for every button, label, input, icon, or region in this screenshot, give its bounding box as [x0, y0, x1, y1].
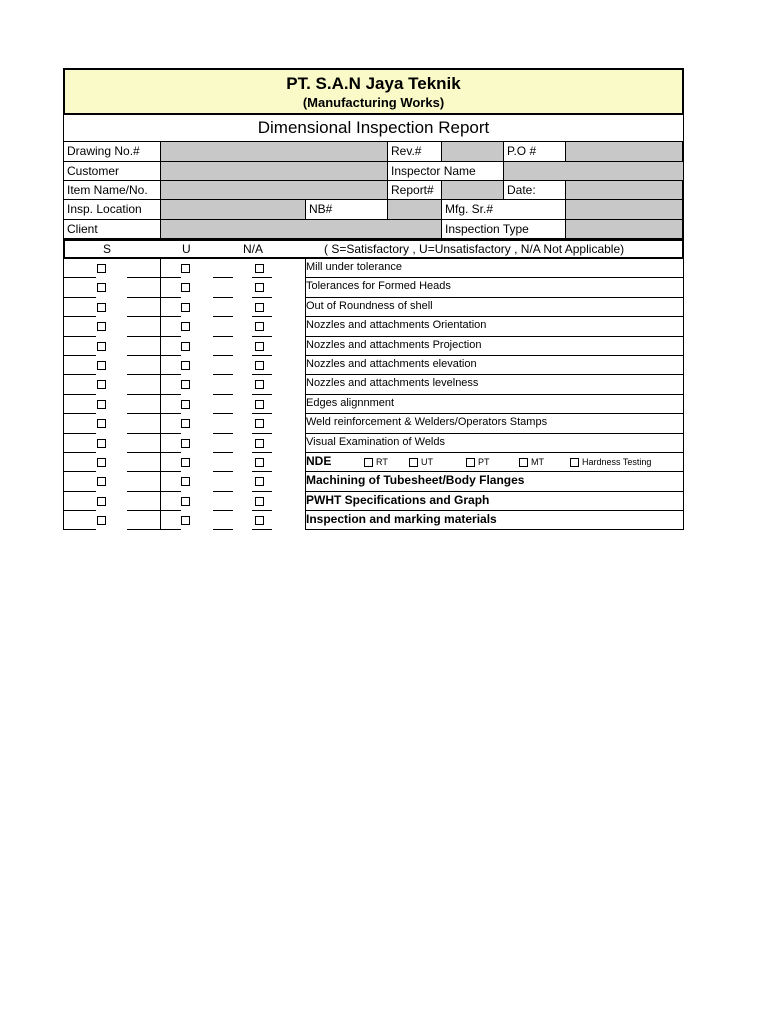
nb-field[interactable] [388, 200, 442, 220]
customer-label: Customer [64, 162, 161, 181]
inspector-name-field[interactable] [504, 162, 683, 181]
report-title: Dimensional Inspection Report [63, 115, 684, 142]
checklist-label: Edges alignnment [306, 396, 395, 409]
checklist-label: Tolerances for Formed Heads [306, 280, 451, 293]
row-divider [63, 492, 64, 511]
row-divider [683, 317, 684, 336]
row-divider [683, 434, 684, 453]
checklist-row [63, 298, 684, 317]
checkbox-na[interactable] [255, 516, 264, 525]
checklist-label: Nozzles and attachments Orientation [306, 319, 487, 332]
checklist-row [63, 337, 684, 356]
inspection-type-field[interactable] [566, 220, 683, 239]
row-divider [160, 337, 161, 356]
inspection-form [63, 68, 684, 530]
company-name: PT. S.A.N Jaya Teknik [286, 74, 461, 93]
row-divider [63, 453, 64, 472]
row-divider [683, 492, 684, 511]
item-name-field[interactable] [161, 181, 388, 200]
legend-s: S [103, 242, 112, 256]
checklist-label: Machining of Tubesheet/Body Flanges [306, 473, 525, 488]
checkbox-u[interactable] [181, 419, 190, 428]
po-field[interactable] [566, 142, 683, 162]
checkbox-s[interactable] [97, 264, 106, 273]
checkbox-u[interactable] [181, 516, 190, 525]
checkbox-na[interactable] [255, 439, 264, 448]
checkbox-s[interactable] [97, 419, 106, 428]
checklist-row [63, 492, 684, 511]
row-divider [160, 434, 161, 453]
checkbox-u[interactable] [181, 458, 190, 467]
checkbox-s[interactable] [97, 439, 106, 448]
checklist-label: Inspection and marking materials [306, 512, 497, 527]
checkbox-s[interactable] [97, 283, 106, 292]
row-rule [213, 529, 233, 530]
checkbox-na[interactable] [255, 264, 264, 273]
checkbox-na[interactable] [255, 361, 264, 370]
checkbox-u[interactable] [181, 342, 190, 351]
row-divider [683, 395, 684, 414]
checklist-row [63, 317, 684, 336]
nde-checkbox[interactable] [409, 458, 418, 467]
checklist-label: Weld reinforcement & Welders/Operators Stamps [306, 416, 548, 429]
row-divider [683, 453, 684, 472]
legend-row [63, 239, 684, 259]
checklist-row [63, 434, 684, 453]
checkbox-s[interactable] [97, 303, 106, 312]
checklist-row [63, 375, 684, 394]
checklist-label: Nozzles and attachments Projection [306, 338, 482, 351]
checkbox-na[interactable] [255, 342, 264, 351]
nde-option-label: UT [421, 456, 433, 467]
checkbox-s[interactable] [97, 342, 106, 351]
checkbox-s[interactable] [97, 497, 106, 506]
nde-checkbox[interactable] [364, 458, 373, 467]
row-divider [683, 511, 684, 530]
row-divider [160, 414, 161, 433]
row-divider [63, 278, 64, 297]
row-divider [683, 278, 684, 297]
checklist-row [63, 453, 684, 472]
row-rule [63, 529, 96, 530]
checkbox-u[interactable] [181, 497, 190, 506]
item-name-label: Item Name/No. [64, 181, 161, 200]
date-label: Date: [504, 181, 566, 200]
rev-label: Rev.# [388, 142, 442, 162]
row-divider [683, 259, 684, 278]
mfg-sr-label: Mfg. Sr.# [442, 200, 566, 220]
legend-u: U [182, 242, 191, 256]
checkbox-na[interactable] [255, 419, 264, 428]
nde-option[interactable] [570, 457, 651, 467]
nde-checkbox[interactable] [466, 458, 475, 467]
nde-option-label: RT [376, 456, 388, 467]
checklist-row [63, 511, 684, 530]
checkbox-u[interactable] [181, 303, 190, 312]
customer-field[interactable] [161, 162, 388, 181]
checklist-label: Nozzles and attachments elevation [306, 357, 477, 370]
row-rule [127, 529, 181, 530]
checkbox-s[interactable] [97, 380, 106, 389]
checkbox-u[interactable] [181, 400, 190, 409]
row-divider [63, 298, 64, 317]
po-label: P.O # [504, 142, 566, 162]
row-divider [160, 492, 161, 511]
row-divider [160, 278, 161, 297]
checklist-row [63, 395, 684, 414]
row-divider [160, 395, 161, 414]
checklist-label: NDE [306, 453, 332, 468]
checklist-label: Nozzles and attachments levelness [306, 377, 479, 390]
row-divider [160, 511, 161, 530]
checklist [63, 259, 684, 530]
legend-note: ( S=Satisfactory , U=Unsatisfactory , N/A Not Applicable) [324, 242, 625, 256]
client-field[interactable] [161, 220, 442, 239]
row-divider [63, 375, 64, 394]
checkbox-u[interactable] [181, 477, 190, 486]
row-divider [683, 375, 684, 394]
mfg-sr-field[interactable] [566, 200, 683, 220]
checkbox-s[interactable] [97, 477, 106, 486]
checklist-row [63, 356, 684, 375]
nde-option-label: PT [478, 456, 490, 467]
row-rule [252, 529, 272, 530]
checkbox-na[interactable] [255, 380, 264, 389]
nde-option[interactable] [364, 457, 388, 467]
row-divider [160, 259, 161, 278]
nb-label: NB# [306, 200, 388, 220]
checkbox-u[interactable] [181, 283, 190, 292]
company-subtitle: (Manufacturing Works) [302, 95, 445, 110]
checkbox-s[interactable] [97, 322, 106, 331]
checkbox-na[interactable] [255, 400, 264, 409]
inspector-name-label: Inspector Name [388, 162, 504, 181]
row-divider [63, 395, 64, 414]
checkbox-u[interactable] [181, 439, 190, 448]
checkbox-na[interactable] [255, 458, 264, 467]
checkbox-u[interactable] [181, 264, 190, 273]
date-field[interactable] [566, 181, 683, 200]
insp-location-field[interactable] [161, 200, 306, 220]
checkbox-na[interactable] [255, 283, 264, 292]
row-divider [63, 337, 64, 356]
checklist-label: Out of Roundness of shell [306, 299, 433, 312]
nde-option-label: Hardness Testing [582, 456, 652, 467]
checkbox-u[interactable] [181, 361, 190, 370]
nde-option[interactable] [519, 457, 544, 467]
checklist-row [63, 472, 684, 491]
checklist-row [63, 278, 684, 297]
row-divider [683, 414, 684, 433]
checkbox-na[interactable] [255, 303, 264, 312]
row-divider [683, 356, 684, 375]
row-divider [63, 511, 64, 530]
row-divider [683, 337, 684, 356]
checkbox-s[interactable] [97, 361, 106, 370]
checkbox-na[interactable] [255, 477, 264, 486]
report-field[interactable] [442, 181, 504, 200]
checkbox-na[interactable] [255, 497, 264, 506]
legend-na: N/A [243, 242, 264, 256]
row-divider [63, 414, 64, 433]
checkbox-u[interactable] [181, 380, 190, 389]
row-divider [63, 472, 64, 491]
checklist-label: Visual Examination of Welds [306, 435, 445, 448]
row-divider [160, 375, 161, 394]
checkbox-na[interactable] [255, 322, 264, 331]
client-label: Client [64, 220, 161, 239]
row-divider [160, 472, 161, 491]
row-divider [160, 298, 161, 317]
nde-checkbox[interactable] [570, 458, 579, 467]
checkbox-u[interactable] [181, 322, 190, 331]
checklist-label: PWHT Specifications and Graph [306, 492, 490, 507]
row-divider [683, 472, 684, 491]
report-label: Report# [388, 181, 442, 200]
company-header [63, 68, 684, 115]
checkbox-s[interactable] [97, 516, 106, 525]
insp-location-label: Insp. Location [64, 200, 161, 220]
row-divider [63, 356, 64, 375]
row-divider [63, 259, 64, 278]
info-grid [63, 142, 684, 239]
nde-option-label: MT [531, 456, 544, 467]
row-divider [160, 356, 161, 375]
row-divider [63, 434, 64, 453]
checklist-row [63, 414, 684, 433]
row-rule [305, 529, 683, 530]
drawing-no-field[interactable] [161, 142, 388, 162]
row-divider [63, 317, 64, 336]
nde-option[interactable] [466, 457, 490, 467]
row-divider [683, 298, 684, 317]
row-divider [160, 453, 161, 472]
rev-field[interactable] [442, 142, 504, 162]
row-divider [160, 317, 161, 336]
drawing-no-label: Drawing No.# [64, 142, 161, 162]
checklist-label: Mill under tolerance [306, 261, 402, 273]
inspection-type-label: Inspection Type [442, 220, 566, 239]
checklist-row [63, 259, 684, 278]
nde-option[interactable] [409, 457, 433, 467]
checkbox-s[interactable] [97, 458, 106, 467]
checkbox-s[interactable] [97, 400, 106, 409]
nde-checkbox[interactable] [519, 458, 528, 467]
